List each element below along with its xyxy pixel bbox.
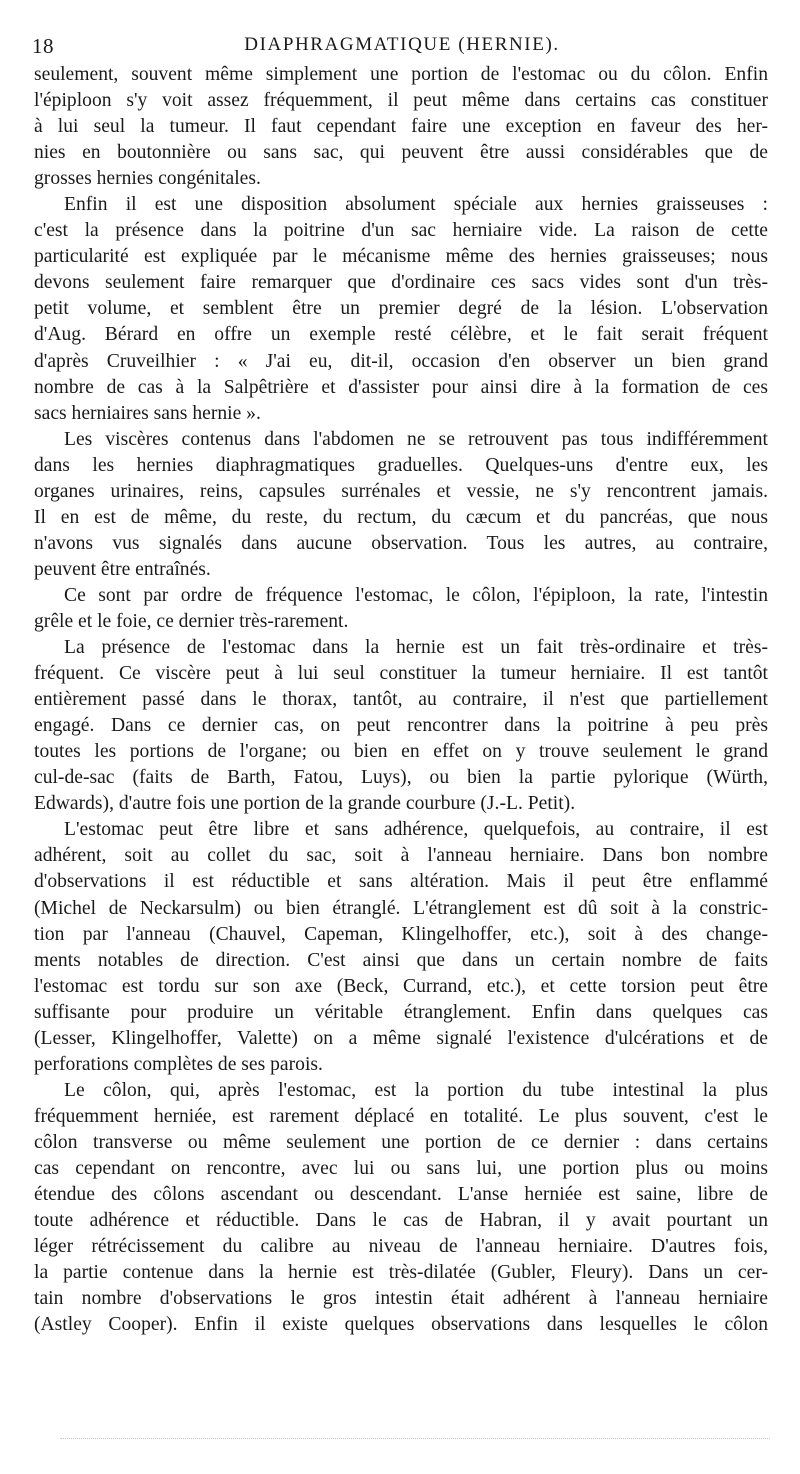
- text-line: toute adhérence et réductible. Dans le cas de Habran, il y avait pourtant un: [34, 1210, 768, 1232]
- text-line: entièrement passé dans le thorax, tantôt, au contraire, il n'est que partiellement: [34, 689, 768, 711]
- text-line: l'estomac est tordu sur son axe (Beck, Currand, etc.), et cette torsion peut être: [34, 975, 768, 997]
- text-line: nombre de cas à la Salpêtrière et d'assister pour ainsi dire à la formation de ces: [34, 376, 768, 398]
- text-line: sacs herniaires sans hernie ».: [34, 402, 261, 424]
- text-line: n'avons vus signalés dans aucune observation. Tous les autres, au contraire,: [34, 532, 768, 554]
- text-line: L'estomac peut être libre et sans adhérence, quelquefois, au contraire, il est: [64, 819, 768, 841]
- text-line: Edwards), d'autre fois une portion de la grande courbure (J.-L. Petit).: [34, 793, 576, 815]
- text-line: perforations complètes de ses parois.: [34, 1053, 323, 1075]
- text-line: suffisante pour produire un véritable étranglement. Enfin dans quelques cas: [34, 1001, 768, 1023]
- text-line: Le côlon, qui, après l'estomac, est la portion du tube intestinal la plus: [64, 1079, 768, 1101]
- text-line: particularité est expliquée par le mécanisme même des hernies graisseuses; nous: [34, 246, 768, 268]
- body-text: [34, 62, 768, 1338]
- page-number: 18: [32, 34, 54, 58]
- text-line: devons seulement faire remarquer que d'ordinaire ces sacs vides sont d'un très-: [34, 272, 768, 294]
- text-line: (Michel de Neckarsulm) ou bien étranglé. L'étranglement est dû soit à la constric-: [34, 897, 768, 919]
- page-header: [32, 34, 772, 60]
- text-line: d'Aug. Bérard en offre un exemple resté célèbre, et le fait serait fréquent: [34, 324, 768, 346]
- text-line: Il en est de même, du reste, du rectum, du cæcum et du pancréas, que nous: [34, 506, 768, 528]
- text-line: peuvent être entraînés.: [34, 558, 211, 580]
- footer-rule: [60, 1438, 770, 1439]
- text-line: d'observations il est réductible et sans altération. Mais il peut être enflammé: [34, 871, 768, 893]
- text-line: à lui seul la tumeur. Il faut cependant faire une exception en faveur des her-: [34, 116, 768, 138]
- text-line: seulement, souvent même simplement une portion de l'estomac ou du côlon. Enfin: [34, 64, 768, 85]
- running-title: DIAPHRAGMATIQUE (HERNIE).: [244, 34, 560, 55]
- text-line: Les viscères contenus dans l'abdomen ne se retrouvent pas tous indifféremment: [64, 428, 768, 450]
- text-line: La présence de l'estomac dans la hernie est un fait très-ordinaire et très-: [64, 637, 768, 659]
- text-line: l'épiploon s'y voit assez fréquemment, il peut même dans certains cas constituer: [34, 90, 768, 112]
- text-line: nies en boutonnière ou sans sac, qui peuvent être aussi considérables que de: [34, 142, 768, 164]
- text-line: toutes les portions de l'organe; ou bien en effet on y trouve seulement le grand: [34, 741, 768, 763]
- text-line: adhérent, soit au collet du sac, soit à l'anneau herniaire. Dans bon nombre: [34, 845, 768, 867]
- text-line: Enfin il est une disposition absolument spéciale aux hernies graisseuses :: [64, 194, 768, 216]
- text-line: cul-de-sac (faits de Barth, Fatou, Luys), ou bien la partie pylorique (Würth,: [34, 767, 768, 789]
- text-line: fréquent. Ce viscère peut à lui seul constituer la tumeur herniaire. Il est tantôt: [34, 663, 768, 685]
- text-line: côlon transverse ou même seulement une portion de ce dernier : dans certains: [34, 1131, 768, 1153]
- text-line: léger rétrécissement du calibre au niveau de l'anneau herniaire. D'autres fois,: [34, 1236, 768, 1258]
- text-line: engagé. Dans ce dernier cas, on peut rencontrer dans la poitrine à peu près: [34, 715, 768, 737]
- text-line: Ce sont par ordre de fréquence l'estomac, le côlon, l'épiploon, la rate, l'intestin: [64, 584, 768, 606]
- text-line: (Astley Cooper). Enfin il existe quelques observations dans lesquelles le côlon: [34, 1314, 768, 1336]
- text-line: dans les hernies diaphragmatiques graduelles. Quelques-uns d'entre eux, les: [34, 454, 768, 476]
- text-line: grêle et le foie, ce dernier très-rarement.: [34, 610, 349, 632]
- text-line: d'après Cruveilhier : « J'ai eu, dit-il, occasion d'en observer un bien grand: [34, 350, 768, 372]
- text-line: tion par l'anneau (Chauvel, Capeman, Klingelhoffer, etc.), soit à des change-: [34, 923, 768, 945]
- text-line: organes urinaires, reins, capsules surrénales et vessie, ne s'y rencontrent jamais.: [34, 480, 768, 502]
- text-line: tain nombre d'observations le gros intestin était adhérent à l'anneau herniaire: [34, 1288, 768, 1310]
- text-line: c'est la présence dans la poitrine d'un sac herniaire vide. La raison de cette: [34, 220, 768, 242]
- text-line: la partie contenue dans la hernie est très-dilatée (Gubler, Fleury). Dans un cer-: [34, 1262, 768, 1284]
- text-line: ments notables de direction. C'est ainsi que dans un certain nombre de faits: [34, 949, 768, 971]
- text-line: fréquemment herniée, est rarement déplacé en totalité. Le plus souvent, c'est le: [34, 1105, 768, 1127]
- text-line: (Lesser, Klingelhoffer, Valette) on a même signalé l'existence d'ulcérations et de: [34, 1027, 768, 1049]
- text-line: grosses hernies congénitales.: [34, 168, 261, 190]
- text-line: cas cependant on rencontre, avec lui ou sans lui, une portion plus ou moins: [34, 1157, 768, 1179]
- text-line: petit volume, et semblent être un premier degré de la lésion. L'observation: [34, 298, 768, 320]
- text-line: étendue des côlons ascendant ou descendant. L'anse herniée est saine, libre de: [34, 1184, 768, 1206]
